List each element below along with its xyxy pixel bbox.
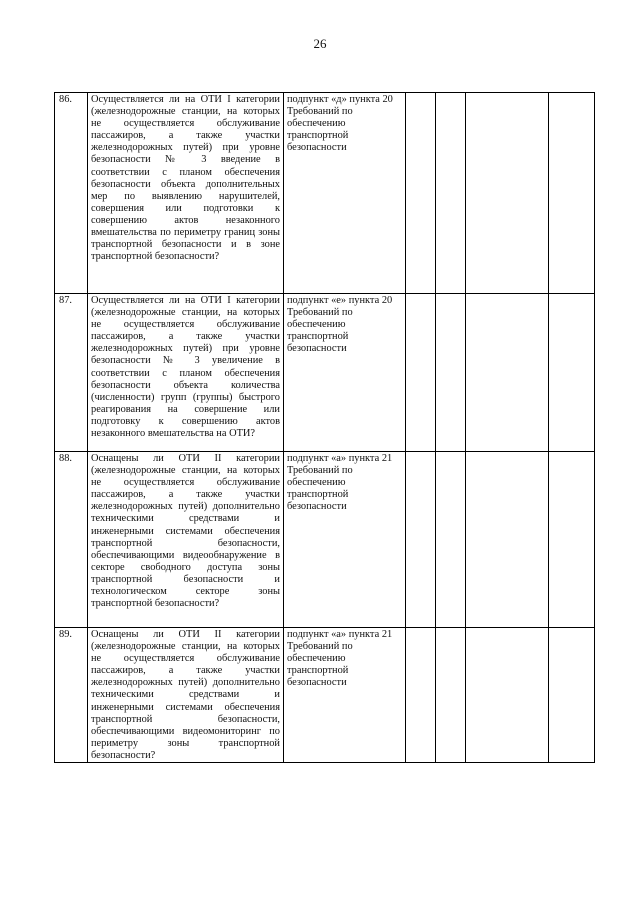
answer-yes-cell <box>406 452 436 628</box>
question-cell: Оснащены ли ОТИ II категории (железнодорожные станции, на которых не осуществляется обслуживание пассажиров, а также участки железнодорожных путей) дополнительно техническими средствами и инженерными системами обеспечения транспортной безопасности, обеспечивающими видеообнаружение в секторе свободного доступа зоны транспортной безопасности и технологическом секторе зоны транспортной безопасности? <box>88 452 284 628</box>
row-number: 87. <box>55 294 88 452</box>
question-cell: Осуществляется ли на ОТИ I категории (железнодорожные станции, на которых не осуществляется обслуживание пассажиров, а также участки железнодорожных путей) при уровне безопасности № 3 введение в соответствии с планом обеспечения безопасности объекта дополнительных мер по выявлению нарушителей, совершения или подготовки к совершению актов незаконного вмешательства по периметру границ зоны транспортной безопасности и в зоне транспортной безопасности? <box>88 93 284 294</box>
reference-cell: подпункт «д» пункта 20 Требований по обеспечению транспортной безопасности <box>284 93 406 294</box>
notes-cell <box>549 93 595 294</box>
answer-yes-cell <box>406 294 436 452</box>
not-applicable-cell <box>466 294 549 452</box>
table-row <box>55 452 595 628</box>
checklist-table <box>54 92 595 763</box>
reference-cell: подпункт «е» пункта 20 Требований по обеспечению транспортной безопасности <box>284 294 406 452</box>
page-number: 26 <box>313 36 327 51</box>
answer-no-cell <box>436 294 466 452</box>
row-number: 88. <box>55 452 88 628</box>
not-applicable-cell <box>466 628 549 763</box>
question-cell: Оснащены ли ОТИ II категории (железнодорожные станции, на которых не осуществляется обслуживание пассажиров, а также участки железнодорожных путей) дополнительно техническими средствами и инженерными системами обеспечения транспортной безопасности, обеспечивающими видеомониторинг по периметру зоны транспортной безопасности? <box>88 628 284 763</box>
not-applicable-cell <box>466 93 549 294</box>
table-row <box>55 628 595 763</box>
answer-no-cell <box>436 452 466 628</box>
not-applicable-cell <box>466 452 549 628</box>
answer-yes-cell <box>406 628 436 763</box>
answer-yes-cell <box>406 93 436 294</box>
table-row <box>55 93 595 294</box>
notes-cell <box>549 294 595 452</box>
question-cell: Осуществляется ли на ОТИ I категории (железнодорожные станции, на которых не осуществляется обслуживание пассажиров, а также участки железнодорожных путей) при уровне безопасности № 3 увеличение в соответствии с планом обеспечения безопасности объекта количества (численности) групп (группы) быстрого реагирования на совершение или подготовку к совершению актов незаконного вмешательства на ОТИ? <box>88 294 284 452</box>
table-row <box>55 294 595 452</box>
answer-no-cell <box>436 93 466 294</box>
notes-cell <box>549 452 595 628</box>
notes-cell <box>549 628 595 763</box>
row-number: 89. <box>55 628 88 763</box>
reference-cell: подпункт «а» пункта 21 Требований по обеспечению транспортной безопасности <box>284 628 406 763</box>
row-number: 86. <box>55 93 88 294</box>
answer-no-cell <box>436 628 466 763</box>
reference-cell: подпункт «а» пункта 21 Требований по обеспечению транспортной безопасности <box>284 452 406 628</box>
